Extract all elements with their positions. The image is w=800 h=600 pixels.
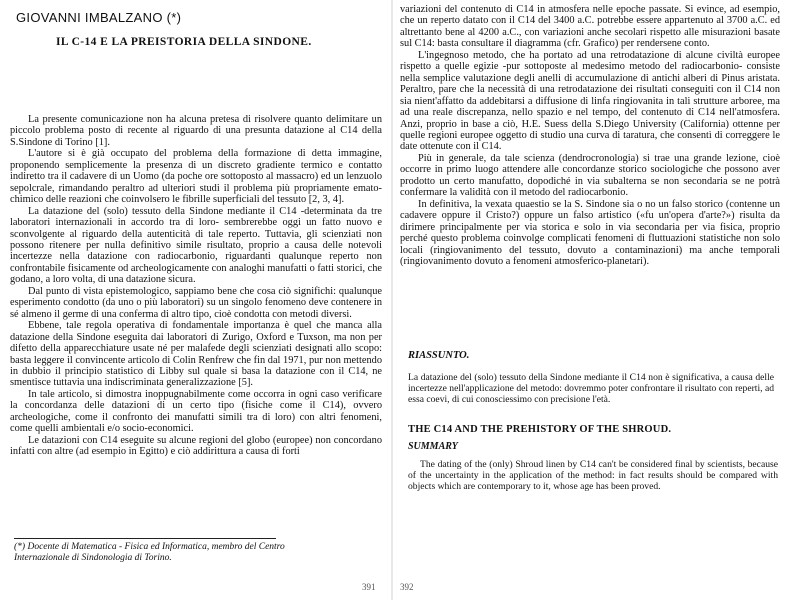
paragraph: La presente comunicazione non ha alcuna pretesa di risolvere quanto delimitare un piccolo problema posto di recente al riguardo di una presunta datazione al C14 della S.Sindone di Torino [1]. [10, 114, 382, 148]
paragraph: Ebbene, tale regola operativa di fondamentale importanza è quel che manca alla datazione della Sindone eseguita dai laboratori di Zurigo, Oxford e Tuxson, ma non per difetto della apparecchiature usate né per malafede degli scienziati designati allo scopo: basta leggere il convincente articolo di Colin Renfrew che fin dal 1971, pur non mettendo in dubbio il principio statistico di Libby sul quale si basa la datazione con il C14, ne smentisce tuttavia una indiscriminata generalizzazione [5]. [10, 320, 382, 389]
paragraph: La datazione del (solo) tessuto della Sindone mediante il C14 -determinata da tre laboratori internazionali in accordo tra di loro- sembrerebbe oggi un fatto nuovo e sconvolgente al riguardo della autenticità di tale reperto. Tuttavia, gli scienziati non possono ritenere per nulla definitivo simile risultato, proprio a causa delle notevoli incertezze nella datazione con radiocarbonio, riguardanti qualunque reperto non confrontabile fisicamente od archeologicamente con analoghi manufatti o fatti storici, che godano, a loro volta, di una datazione sicura. [10, 205, 382, 286]
right-page [396, 0, 790, 600]
summary-text: The dating of the (only) Shroud linen by C14 can't be considered final by scientists, because of the uncertainty in the application of the method: in fact results should be compared with objects which are contemporary to it, whose age has been proved. [408, 459, 778, 492]
paragraph: Le datazioni con C14 eseguite su alcune regioni del globo (europee) non concordano infatti con altre (ad esempio in Egitto) e ciò addirittura a causa di forti [10, 434, 382, 458]
left-page [10, 0, 388, 600]
footnote: (*) Docente di Matematica - Fisica ed Informatica, membro del Centro Internazionale di Sindonologia di Torino. [14, 542, 285, 563]
right-body-text [400, 4, 780, 286]
paragraph: L'ingegnoso metodo, che ha portato ad una retrodatazione di alcune civiltà europee rispetto a quelle egizie -pur sottoposte al medesimo metodo del radiocarbonio- consiste nella semplice valutazione degli anelli di accumulazione di antichi alberi di Pinus aristata. Peraltro, pare che la necessità di una retrodatazione dei risultati conseguiti con il C14 non sia nient'affatto da addebitarsi a diffusione di linfa ringiovanita in tali strutture arboree, ma ad una reale discrepanza, nello spazio e nel tempo, del contenuto di C14 nell'atmosfera. Anzi, proprio in base a ciò, H.E. Suess della S.Diego University (California) ottenne per quelle regioni europee oggetto di studio una curva di taratura, che consentì di correggere le date ottenute con il C14. [400, 49, 780, 153]
riassunto-text: La datazione del (solo) tessuto della Sindone mediante il C14 non è significativa, a causa delle incertezze nell'applicazione del metodo: dovremmo poter confrontare il risultato con reperti, ad essa coevi, di cui conosciessimo con precisione l'età. [408, 372, 774, 405]
paragraph: L'autore si è già occupato del problema della formazione di detta immagine, proponendo semplicemente la presenza di un discreto gradiente termico e contatto indiretto tra il cadavere di un Uomo (da poche ore sottoposto al massacro) ed un lenzuolo sepolcrale, rimandando peraltro ad ulteriori studi il problema più propriamente emato-chimico delle reazioni che coinvolsero le fibrille superficiali del tessuto [2, 3, 4]. [10, 148, 382, 206]
page-gutter [391, 0, 393, 600]
article-title: IL C-14 E LA PREISTORIA DELLA SINDONE. [56, 36, 312, 48]
riassunto-heading: RIASSUNTO. [408, 350, 470, 361]
page-number-right: 392 [400, 582, 414, 592]
english-title: THE C14 AND THE PREHISTORY OF THE SHROUD. [408, 424, 672, 435]
paragraph: Dal punto di vista epistemologico, sappiamo bene che cosa ciò significhi: qualunque esperimento condotto (da uno o più laboratori) su un singolo fenomeno deve contenere in sé almeno il germe di una conferma di altro tipo, cioè condotta con metodi diversi. [10, 285, 382, 320]
summary-heading: SUMMARY [408, 441, 458, 452]
left-body-text [10, 114, 382, 542]
paragraph: Più in generale, da tale scienza (dendrocronologia) si trae una grande lezione, cioè occorre in primo luogo attendere alle concordanze storico sociologiche che possono aver prodotto un certo manufatto, dopodiché in via subalterna se non secondaria se ne potrà confermare la validità con il metodo del radiocarbonio. [400, 152, 780, 199]
paragraph: In definitiva, la vexata quaestio se la S. Sindone sia o no un falso storico (contenne un cadavere oppure il Cristo?) oppure un falso artistico («fu un'opera d'arte?») risulta da dirimere principalmente per via storica e solo in via secondaria per via fisica, proprio perché questo problema coinvolge complicati fenomeni di fluttuazioni statistiche non solo locali (ringiovanimento del tessuto, dovuto a contaminazioni) ma anche temporali (ringiovanimento dovuto a fenomeni atmosferico-planetari). [400, 198, 780, 267]
page-number-left: 391 [362, 582, 376, 592]
paragraph: In tale articolo, si dimostra inoppugnabilmente come occorra in ogni caso verificare la concordanza delle datazioni di un certo tipo (fisiche come il C14), ovvero archeologiche, come il confronto dei manufatti simili tra di loro) con altri fenomeni, come quelli ambientali e/o socio-economici. [10, 388, 382, 435]
author-name: GIOVANNI IMBALZANO (*) [16, 10, 182, 25]
paragraph: variazioni del contenuto di C14 in atmosfera nelle epoche passate. Si evince, ad esempio, che un reperto datato con il C14 del 3400 a.C. potrebbe essere appartenuto al 3700 a.C. ed altrettanto bene al 4200 a.C., con variazioni anche secolari rispetto alle misurazioni basate sul C14: basta consultare il diagramma (cfr. Grafico) per rendersene conto. [400, 4, 780, 50]
footnote-divider [14, 538, 276, 539]
